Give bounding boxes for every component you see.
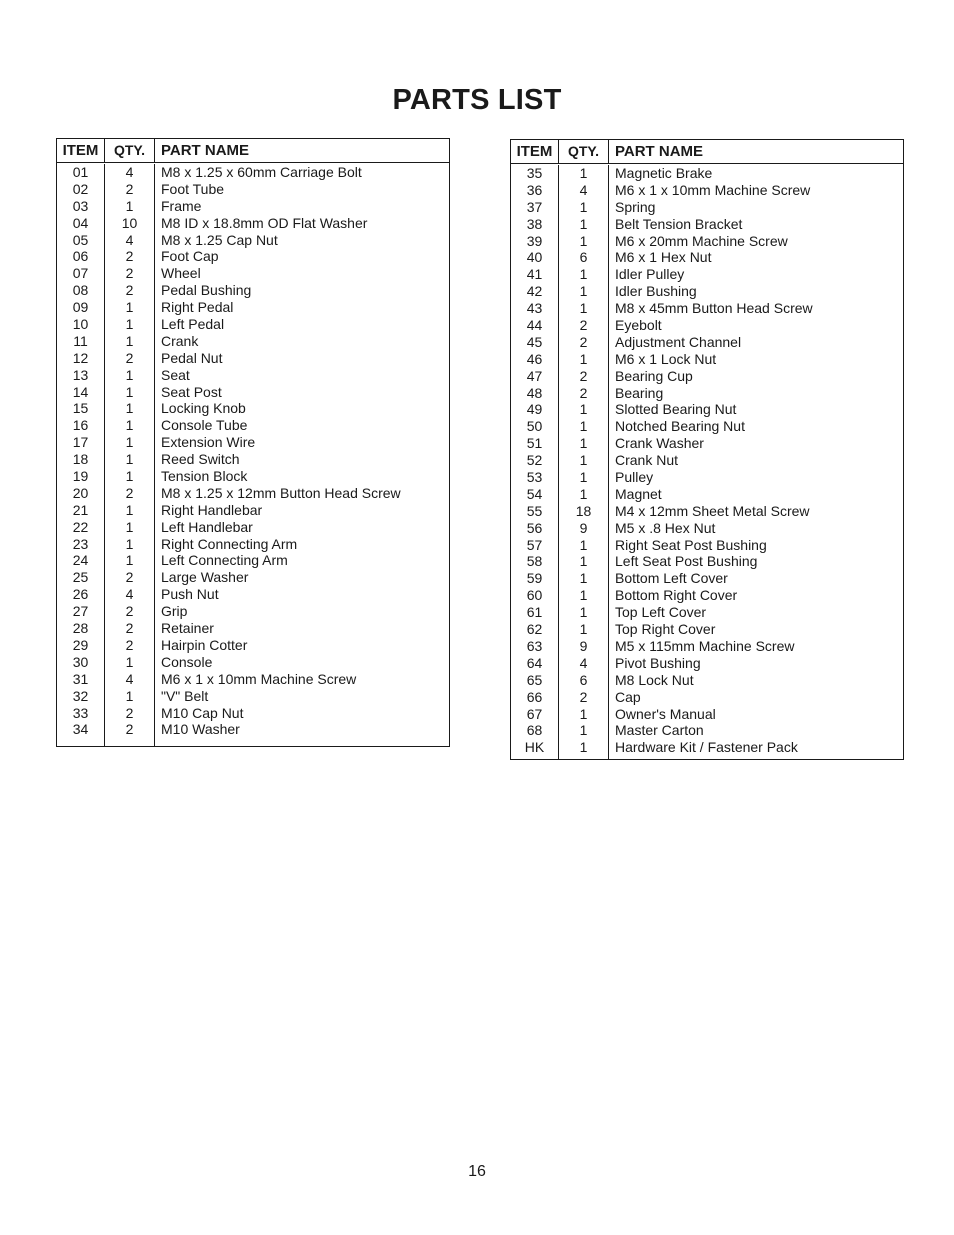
part-name-cell: Eyebolt (615, 317, 662, 334)
item-number-cell: 22 (72, 518, 89, 535)
quantity-cell: 1 (579, 621, 588, 638)
part-name-cell: M4 x 12mm Sheet Metal Screw (615, 502, 810, 519)
item-number-cell: 34 (72, 721, 89, 738)
quantity-cell: 1 (125, 434, 134, 451)
part-name-cell: "V" Belt (161, 687, 209, 704)
part-name-cell: Extension Wire (161, 434, 256, 451)
part-name-cell: M6 x 1 Hex Nut (615, 249, 712, 266)
part-name-cell: M10 Washer (161, 721, 240, 738)
quantity-cell: 2 (125, 265, 134, 282)
quantity-cell: 1 (579, 604, 588, 621)
quantity-cell: 1 (579, 739, 588, 756)
item-number-cell: 48 (526, 384, 543, 401)
item-number-cell: 52 (526, 452, 543, 469)
part-name-cell: Pedal Bushing (161, 282, 252, 299)
part-name-cell: Pedal Nut (161, 349, 223, 366)
item-number-cell: 55 (526, 502, 543, 519)
item-number-cell: 54 (526, 485, 543, 502)
part-name-cell: Magnet (615, 485, 662, 502)
qty-column (559, 165, 609, 759)
parts-table-right (510, 139, 904, 760)
part-name-cell: M5 x .8 Hex Nut (615, 519, 716, 536)
quantity-cell: 2 (125, 484, 134, 501)
part-name-column (155, 164, 449, 746)
quantity-cell: 2 (125, 721, 134, 738)
quantity-cell: 1 (125, 332, 134, 349)
item-number-cell: 49 (526, 401, 543, 418)
quantity-cell: 9 (579, 637, 588, 654)
quantity-cell: 1 (125, 383, 134, 400)
quantity-cell: 1 (579, 266, 588, 283)
quantity-cell: 2 (579, 367, 588, 384)
part-name-cell: Pulley (615, 469, 654, 486)
quantity-cell: 1 (579, 300, 588, 317)
quantity-cell: 1 (125, 451, 134, 468)
item-number-cell: 40 (526, 249, 543, 266)
part-name-cell: Console Tube (161, 417, 248, 434)
quantity-cell: 1 (125, 366, 134, 383)
part-name-cell: M8 x 1.25 x 60mm Carriage Bolt (161, 164, 362, 180)
item-number-cell: 16 (72, 417, 89, 434)
item-number-cell: 21 (72, 501, 89, 518)
part-name-cell: Idler Bushing (615, 283, 697, 300)
quantity-cell: 2 (579, 688, 588, 705)
part-name-cell: Right Handlebar (161, 501, 263, 518)
quantity-cell: 2 (579, 333, 588, 350)
quantity-cell: 2 (125, 603, 134, 620)
item-number-cell: 65 (526, 671, 543, 688)
item-column-header: ITEM (511, 140, 559, 163)
quantity-cell: 2 (125, 704, 134, 721)
item-number-cell: 31 (72, 670, 89, 687)
part-name-cell: Right Connecting Arm (161, 535, 298, 552)
quantity-cell: 1 (579, 452, 588, 469)
item-number-cell: 38 (526, 215, 543, 232)
qty-column (105, 164, 155, 746)
item-number-cell: 37 (526, 198, 543, 215)
quantity-cell: 1 (125, 468, 134, 485)
item-number-cell: 01 (72, 164, 89, 180)
quantity-cell: 4 (125, 670, 134, 687)
part-name-cell: M6 x 1 Lock Nut (615, 350, 717, 367)
page-title: PARTS LIST (392, 84, 562, 116)
item-number-cell: 43 (526, 300, 543, 317)
part-name-cell: Magnetic Brake (615, 165, 713, 181)
quantity-cell: 1 (125, 197, 134, 214)
item-number-cell: 44 (526, 317, 543, 334)
part-name-cell: Bearing (615, 384, 664, 401)
quantity-cell: 2 (579, 384, 588, 401)
part-name-cell: Idler Pulley (615, 266, 685, 283)
item-number-cell: 35 (526, 165, 543, 181)
table-body (511, 164, 903, 759)
item-number-cell: 68 (526, 722, 543, 739)
part-name-cell: Large Washer (161, 569, 249, 586)
quantity-cell: 1 (125, 501, 134, 518)
quantity-cell: 4 (125, 164, 134, 180)
item-number-cell: 18 (72, 451, 89, 468)
part-name-cell: Hardware Kit / Fastener Pack (615, 739, 798, 756)
part-name-cell: Frame (161, 197, 202, 214)
quantity-cell: 1 (579, 350, 588, 367)
quantity-cell: 9 (579, 519, 588, 536)
item-number-cell: 07 (72, 265, 89, 282)
part-name-cell: Seat Post (161, 383, 222, 400)
item-number-cell: 08 (72, 282, 89, 299)
part-name-cell: Right Seat Post Bushing (615, 536, 767, 553)
quantity-cell: 1 (125, 299, 134, 316)
part-name-cell: M8 ID x 18.8mm OD Flat Washer (161, 214, 368, 231)
part-name-cell: Retainer (161, 620, 214, 637)
part-name-cell: M8 x 1.25 x 12mm Button Head Screw (161, 484, 401, 501)
item-number-cell: 66 (526, 688, 543, 705)
quantity-cell: 1 (579, 215, 588, 232)
part-name-cell: Reed Switch (161, 451, 240, 468)
quantity-cell: 1 (125, 518, 134, 535)
item-number-cell: 57 (526, 536, 543, 553)
item-number-cell: 09 (72, 299, 89, 316)
item-number-cell: 42 (526, 283, 543, 300)
item-number-cell: 32 (72, 687, 89, 704)
part-name-cell: Bottom Left Cover (615, 570, 728, 587)
part-name-cell: Pivot Bushing (615, 654, 701, 671)
part-name-cell: Hairpin Cotter (161, 636, 248, 653)
item-number-cell: 59 (526, 570, 543, 587)
quantity-cell: 2 (125, 620, 134, 637)
part-name-column-header: PART NAME (161, 142, 250, 159)
item-number-cell: 19 (72, 468, 89, 485)
item-number-cell: 45 (526, 333, 543, 350)
item-number-cell: 33 (72, 704, 89, 721)
part-name-cell: Crank Nut (615, 452, 679, 469)
item-number-cell: 10 (72, 316, 89, 333)
quantity-cell: 10 (121, 214, 138, 231)
quantity-cell: 2 (125, 569, 134, 586)
item-number-cell: 28 (72, 620, 89, 637)
item-number-cell: 63 (526, 637, 543, 654)
quantity-cell: 1 (579, 165, 588, 181)
quantity-cell: 6 (579, 671, 588, 688)
part-name-cell: M6 x 1 x 10mm Machine Screw (161, 670, 357, 687)
item-number-cell: 02 (72, 180, 89, 197)
part-name-cell: Adjustment Channel (615, 333, 742, 350)
quantity-cell: 4 (125, 586, 134, 603)
part-name-cell: M10 Cap Nut (161, 704, 244, 721)
quantity-cell: 2 (125, 349, 134, 366)
item-column (511, 165, 559, 759)
quantity-cell: 1 (579, 587, 588, 604)
quantity-cell: 1 (579, 485, 588, 502)
part-name-cell: Tension Block (161, 468, 248, 485)
item-number-cell: 23 (72, 535, 89, 552)
quantity-cell: 1 (125, 417, 134, 434)
item-number-cell: 56 (526, 519, 543, 536)
item-number-cell: 62 (526, 621, 543, 638)
part-name-cell: Cap (615, 688, 641, 705)
part-name-cell: M6 x 1 x 10mm Machine Screw (615, 181, 811, 198)
part-name-cell: Belt Tension Bracket (615, 215, 743, 232)
qty-column-header: QTY. (105, 139, 155, 162)
quantity-cell: 6 (579, 249, 588, 266)
quantity-cell: 1 (579, 401, 588, 418)
part-name-column-header: PART NAME (615, 143, 704, 160)
item-number-cell: 47 (526, 367, 543, 384)
quantity-cell: 1 (579, 435, 588, 452)
quantity-cell: 2 (125, 248, 134, 265)
item-number-cell: HK (524, 739, 545, 756)
part-name-cell: Spring (615, 198, 656, 215)
item-column-header: ITEM (57, 139, 105, 162)
part-name-cell: Foot Tube (161, 180, 225, 197)
quantity-cell: 1 (125, 653, 134, 670)
parts-table-left (56, 138, 450, 747)
part-name-cell: Notched Bearing Nut (615, 418, 745, 435)
table-header (511, 140, 903, 164)
quantity-cell: 1 (579, 722, 588, 739)
item-number-cell: 30 (72, 653, 89, 670)
item-number-cell: 15 (72, 400, 89, 417)
part-name-cell: Owner's Manual (615, 705, 716, 722)
table-body (57, 163, 449, 746)
item-number-cell: 50 (526, 418, 543, 435)
quantity-cell: 2 (125, 636, 134, 653)
quantity-cell: 1 (579, 232, 588, 249)
item-number-cell: 24 (72, 552, 89, 569)
part-name-cell: M8 x 1.25 Cap Nut (161, 231, 278, 248)
item-number-cell: 51 (526, 435, 543, 452)
quantity-cell: 18 (575, 502, 592, 519)
quantity-cell: 1 (125, 552, 134, 569)
item-number-cell: 11 (73, 332, 88, 349)
item-number-cell: 05 (72, 231, 89, 248)
item-number-cell: 64 (526, 654, 543, 671)
part-name-cell: Top Left Cover (615, 604, 707, 621)
part-name-cell: Left Connecting Arm (161, 552, 288, 569)
quantity-cell: 2 (579, 317, 588, 334)
part-name-cell: Grip (161, 603, 188, 620)
part-name-cell: M6 x 20mm Machine Screw (615, 232, 788, 249)
item-number-cell: 14 (72, 383, 89, 400)
item-number-cell: 36 (526, 181, 543, 198)
quantity-cell: 1 (579, 570, 588, 587)
quantity-cell: 1 (579, 536, 588, 553)
part-name-column (609, 165, 903, 759)
part-name-cell: M8 x 45mm Button Head Screw (615, 300, 813, 317)
item-number-cell: 04 (72, 214, 89, 231)
item-number-cell: 41 (526, 266, 543, 283)
quantity-cell: 1 (579, 283, 588, 300)
part-name-cell: Left Handlebar (161, 518, 253, 535)
item-number-cell: 53 (526, 469, 543, 486)
item-number-cell: 27 (72, 603, 89, 620)
item-column (57, 164, 105, 746)
item-number-cell: 46 (526, 350, 543, 367)
item-number-cell: 61 (526, 604, 543, 621)
part-name-cell: Slotted Bearing Nut (615, 401, 737, 418)
quantity-cell: 4 (579, 181, 588, 198)
part-name-cell: Crank Washer (615, 435, 704, 452)
part-name-cell: Console (161, 653, 213, 670)
part-name-cell: Master Carton (615, 722, 704, 739)
part-name-cell: Wheel (161, 265, 201, 282)
quantity-cell: 1 (579, 469, 588, 486)
item-number-cell: 06 (72, 248, 89, 265)
quantity-cell: 2 (125, 180, 134, 197)
part-name-cell: Seat (161, 366, 190, 383)
quantity-cell: 1 (125, 400, 134, 417)
part-name-cell: Right Pedal (161, 299, 234, 316)
item-number-cell: 29 (72, 636, 89, 653)
part-name-cell: Top Right Cover (615, 621, 716, 638)
part-name-cell: Bottom Right Cover (615, 587, 738, 604)
part-name-cell: Left Pedal (161, 316, 225, 333)
quantity-cell: 1 (125, 687, 134, 704)
part-name-cell: Locking Knob (161, 400, 246, 417)
part-name-cell: Foot Cap (161, 248, 219, 265)
quantity-cell: 1 (579, 418, 588, 435)
page-number: 16 (468, 1163, 486, 1180)
quantity-cell: 4 (579, 654, 588, 671)
item-number-cell: 25 (72, 569, 89, 586)
part-name-cell: Push Nut (161, 586, 219, 603)
item-number-cell: 26 (72, 586, 89, 603)
part-name-cell: Left Seat Post Bushing (615, 553, 758, 570)
item-number-cell: 60 (526, 587, 543, 604)
table-header (57, 139, 449, 163)
quantity-cell: 1 (579, 198, 588, 215)
item-number-cell: 39 (526, 232, 543, 249)
part-name-cell: M8 Lock Nut (615, 671, 694, 688)
item-number-cell: 67 (526, 705, 543, 722)
item-number-cell: 20 (72, 484, 89, 501)
item-number-cell: 13 (72, 366, 89, 383)
quantity-cell: 1 (125, 535, 134, 552)
part-name-cell: M5 x 115mm Machine Screw (615, 637, 795, 654)
quantity-cell: 4 (125, 231, 134, 248)
part-name-cell: Crank (161, 332, 199, 349)
item-number-cell: 58 (526, 553, 543, 570)
item-number-cell: 17 (72, 434, 89, 451)
quantity-cell: 1 (125, 316, 134, 333)
part-name-cell: Bearing Cup (615, 367, 693, 384)
item-number-cell: 12 (72, 349, 89, 366)
item-number-cell: 03 (72, 197, 89, 214)
quantity-cell: 1 (579, 705, 588, 722)
qty-column-header: QTY. (559, 140, 609, 163)
quantity-cell: 2 (125, 282, 134, 299)
quantity-cell: 1 (579, 553, 588, 570)
